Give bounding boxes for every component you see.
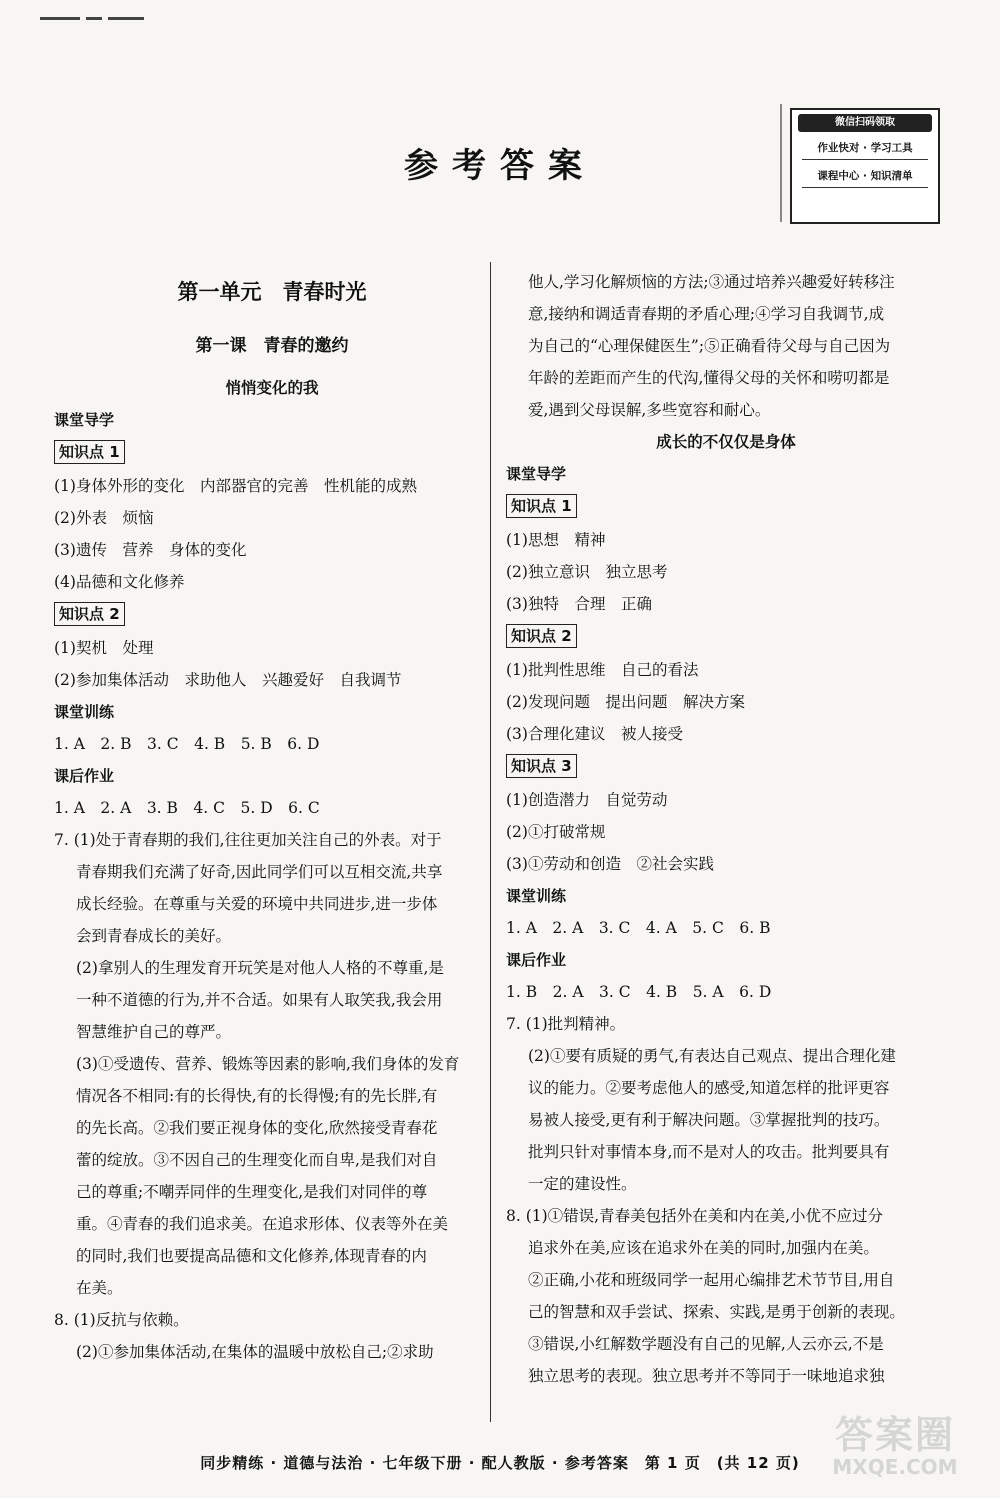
watermark-url: MXQE.COM (832, 1455, 958, 1479)
answer-line: 爱,遇到父母误解,多些宽容和耐心。 (528, 401, 771, 419)
answer-line: 追求外在美,应该在追求外在美的同时,加强内在美。 (528, 1239, 879, 1257)
answer-line: (2)独立意识 独立思考 (506, 563, 668, 581)
qr-line-1: 作业快对 · 学习工具 (802, 140, 928, 160)
answer-line: ③错误,小红解数学题没有自己的见解,人云亦云,不是 (528, 1335, 884, 1353)
answer-line: 易被人接受,更有利于解决问题。③掌握批判的技巧。 (528, 1111, 890, 1129)
answer-line: (2)外表 烦恼 (54, 509, 154, 527)
answer-line: (3)合理化建议 被人接受 (506, 725, 683, 743)
answer-line: 一定的建设性。 (528, 1175, 637, 1193)
answer-line: 青春期我们充满了好奇,因此同学们可以互相交流,共享 (76, 863, 443, 881)
answer-line: (2)拿别人的生理发育开玩笑是对他人人格的不尊重,是 (76, 959, 444, 977)
knowledge-point-label: 知识点 3 (506, 754, 577, 778)
answer-line: (2)①打破常规 (506, 823, 606, 841)
answer-line: 独立思考的表现。独立思考并不等同于一味地追求独 (528, 1367, 885, 1385)
qr-promo-box (790, 108, 940, 224)
knowledge-point-label: 知识点 1 (54, 440, 125, 464)
answer-line: 7. (1)处于青春期的我们,往往更加关注自己的外表。对于 (54, 831, 442, 849)
lesson-title: 第一课 青春的邀约 (195, 336, 349, 356)
answer-line: (2)发现问题 提出问题 解决方案 (506, 693, 745, 711)
knowledge-point-label: 知识点 2 (54, 602, 125, 626)
answer-line: 为自己的“心理保健医生”;⑤正确看待父母与自己因为 (528, 337, 891, 355)
answer-line: 1. A 2. B 3. C 4. B 5. B 6. D (54, 735, 320, 753)
left-column (54, 262, 490, 1368)
answer-line: (1)创造潜力 自觉劳动 (506, 791, 668, 809)
heading-guide: 课堂导学 (506, 465, 567, 483)
page-title: 参考答案 (404, 146, 596, 186)
answer-line: (4)品德和文化修养 (54, 573, 185, 591)
answer-line: 7. (1)批判精神。 (506, 1015, 626, 1033)
answer-line: 会到青春成长的美好。 (76, 927, 232, 945)
answer-line: (1)批判性思维 自己的看法 (506, 661, 699, 679)
answer-line: 成长经验。在尊重与关爱的环境中共同进步,进一步体 (76, 895, 438, 913)
answer-line: 1. A 2. A 3. C 4. A 5. C 6. B (506, 919, 771, 937)
heading-guide: 课堂导学 (54, 411, 115, 429)
answer-line: (3)①受遗传、营养、锻炼等因素的影响,我们身体的发育 (76, 1055, 460, 1073)
watermark-logo (800, 1404, 990, 1494)
answer-line: 批判只针对事情本身,而不是对人的攻击。批判要具有 (528, 1143, 890, 1161)
answer-line: 1. A 2. A 3. B 4. C 5. D 6. C (54, 799, 320, 817)
answer-line: (3)遗传 营养 身体的变化 (54, 541, 247, 559)
section-title: 成长的不仅仅是身体 (656, 433, 796, 451)
knowledge-point-label: 知识点 1 (506, 494, 577, 518)
heading-homework: 课后作业 (54, 767, 115, 785)
answer-line: 8. (1)反抗与依赖。 (54, 1311, 189, 1329)
answer-line: 蕾的绽放。③不因自己的生理变化而自卑,是我们对自 (76, 1151, 438, 1169)
answer-line: (3)独特 合理 正确 (506, 595, 652, 613)
heading-train: 课堂训练 (54, 703, 115, 721)
answer-line: 意,接纳和调适青春期的矛盾心理;④学习自我调节,成 (528, 305, 885, 323)
qr-line-2: 课程中心 · 知识清单 (802, 168, 928, 188)
answer-line: 情况各不相同:有的长得快,有的长得慢;有的先长胖,有 (76, 1087, 438, 1105)
heading-train: 课堂训练 (506, 887, 567, 905)
answer-line: 己的尊重;不嘲弄同伴的生理变化,是我们对同伴的尊 (76, 1183, 428, 1201)
column-divider (490, 262, 491, 1422)
page-footer: 同步精练 · 道德与法治 · 七年级下册 · 配人教版 · 参考答案 第 1 页 (共 12 页) (200, 1454, 800, 1472)
answer-line: 在美。 (76, 1279, 123, 1297)
answer-line: (2)参加集体活动 求助他人 兴趣爱好 自我调节 (54, 671, 402, 689)
heading-homework: 课后作业 (506, 951, 567, 969)
answer-line: 的先长高。②我们要正视身体的变化,欣然接受青春花 (76, 1119, 438, 1137)
answer-line: 重。④青春的我们追求美。在追求形体、仪表等外在美 (76, 1215, 449, 1233)
top-marks (40, 8, 160, 18)
answer-line: ②正确,小花和班级同学一起用心编排艺术节节目,用自 (528, 1271, 895, 1289)
knowledge-point-label: 知识点 2 (506, 624, 577, 648)
answer-line: 年龄的差距而产生的代沟,懂得父母的关怀和唠叨都是 (528, 369, 890, 387)
qr-box-shadow (780, 104, 782, 222)
answer-line: (2)①参加集体活动,在集体的温暖中放松自己;②求助 (76, 1343, 434, 1361)
right-column (506, 266, 946, 1392)
answer-line: (1)身体外形的变化 内部器官的完善 性机能的成熟 (54, 477, 417, 495)
answer-line: (2)①要有质疑的勇气,有表达自己观点、提出合理化建 (528, 1047, 896, 1065)
answer-line: 1. B 2. A 3. C 4. B 5. A 6. D (506, 983, 772, 1001)
answer-line: 议的能力。②要考虑他人的感受,知道怎样的批评更容 (528, 1079, 890, 1097)
answer-line: 的同时,我们也要提高品德和文化修养,体现青春的内 (76, 1247, 427, 1265)
answer-line: 他人,学习化解烦恼的方法;③通过培养兴趣爱好转移注 (528, 273, 895, 291)
answer-line: 己的智慧和双手尝试、探索、实践,是勇于创新的表现。 (528, 1303, 905, 1321)
answer-line: 智慧维护自己的尊严。 (76, 1023, 232, 1041)
answer-line: (3)①劳动和创造 ②社会实践 (506, 855, 714, 873)
answer-line: 一种不道德的行为,并不合适。如果有人取笑我,我会用 (76, 991, 443, 1009)
section-title: 悄悄变化的我 (225, 379, 319, 397)
answer-line: (1)契机 处理 (54, 639, 154, 657)
qr-header: 微信扫码领取 (798, 114, 932, 132)
answer-line: (1)思想 精神 (506, 531, 606, 549)
watermark-text: 答案圈 (834, 1413, 955, 1457)
answer-line: 8. (1)①错误,青春美包括外在美和内在美,小优不应过分 (506, 1207, 884, 1225)
unit-title: 第一单元 青春时光 (177, 280, 367, 304)
